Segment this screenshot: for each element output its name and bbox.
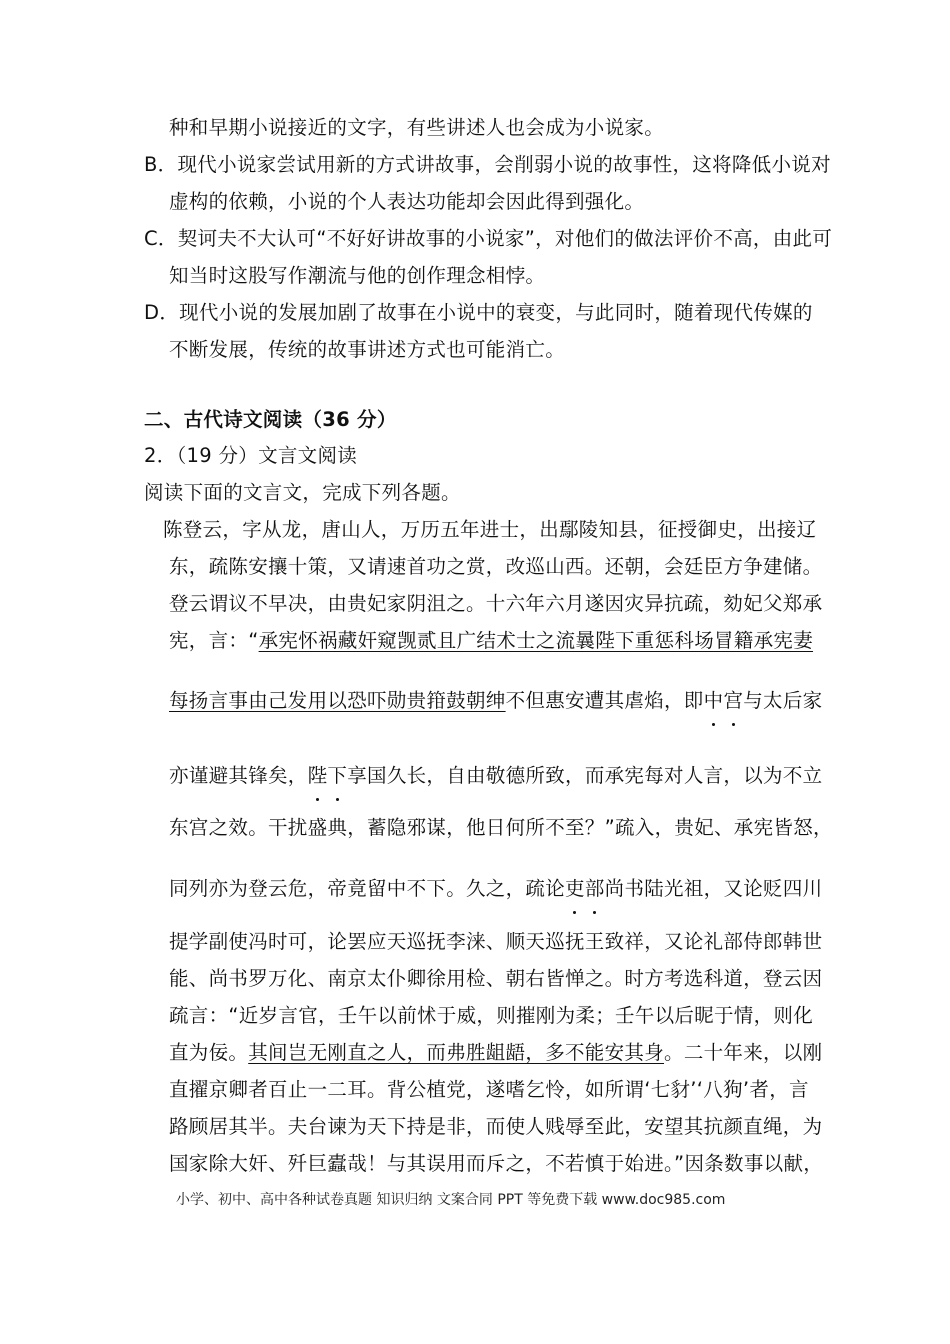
option-a-continuation [169, 115, 664, 141]
passage-line-2: 东，疏陈安攘十策，又请速首功之赏，改巡山西。还朝，会廷臣方争建储。 [169, 555, 823, 578]
passage-line-8-text-b: 尚书陆光祖，又论贬四川 [604, 877, 823, 900]
option-b-line-1 [144, 152, 831, 178]
dotted-char-bu: 部 [584, 877, 605, 900]
underlined-sentence-part-2: 每扬言事由己发用以恐吓勋贵箝鼓朝绅 [169, 689, 506, 712]
option-b-letter: B． [144, 153, 178, 176]
passage-line-10: 能、尚书罗万化、南京太仆卿徐用检、朝右皆惮之。时方考选科道，登云因 [169, 967, 823, 990]
passage-line-8 [169, 876, 822, 902]
option-b-line-2 [169, 189, 644, 215]
option-c-line-2 [169, 263, 545, 289]
question-instruction: 阅读下面的文言文，完成下列各题。 [144, 481, 461, 504]
section-title: 二、古代诗文阅读（36 分） [144, 408, 397, 431]
passage-line-8-text-a: 同列亦为登云危，帝竟留中不下。久之，疏论 [169, 877, 566, 900]
option-d-line-1 [144, 300, 813, 326]
passage-line-11: 疏言：“近岁言官，壬午以前怵于威，则摧刚为柔；壬午以后昵于情，则化 [169, 1004, 814, 1027]
passage-line-13: 直擢京卿者百止一二耳。背公植党，遂嗜乞怜，如所谓‘七豺’‘八狗’者，言 [169, 1078, 809, 1101]
passage-line-12-text-b: 。二十年来，以刚 [664, 1041, 823, 1064]
option-d-text-2: 不断发展，传统的故事讲述方式也可能消亡。 [169, 338, 566, 361]
passage-line-5-text-b: 与太后家 [743, 689, 823, 712]
option-a-line-1: 种和早期小说接近的文字，有些讲述人也会成为小说家。 [169, 116, 665, 139]
option-d-letter: D． [144, 301, 180, 324]
option-d-text-1: 现代小说的发展加剧了故事在小说中的衰变，与此同时，随着现代传媒的 [179, 301, 813, 324]
passage-line-14: 路顾居其半。夫台谏为天下持是非，而使人贱辱至此，安望其抗颜直绳，为 [169, 1115, 823, 1138]
passage-line-4 [169, 628, 813, 654]
option-c-text-2: 知当时这股写作潮流与他的创作理念相悖。 [169, 264, 546, 287]
option-c-text-1: 契诃夫不大认可“不好好讲故事的小说家”，对他们的做法评价不高，由此可 [177, 227, 833, 250]
dotted-char-zhong: 中 [703, 689, 724, 712]
passage-line-1: 陈登云，字从龙，唐山人，万历五年进士，出鄢陵知县，征授御史，出接辽 [163, 518, 817, 541]
passage-line-7: 东宫之效。干扰盛典，蓄隐邪谋，他日何所不至？”疏入，贵妃、承宪皆怒， [169, 816, 833, 839]
passage-line-5 [169, 688, 822, 714]
passage-line-6-text-a: 亦谨避其锋矣， [169, 764, 308, 787]
passage-line-4-prefix: 宪，言：“ [169, 629, 259, 652]
question-label: 2．（19 分）文言文阅读 [144, 444, 358, 467]
dotted-char-bi: 陛 [307, 764, 328, 787]
option-c-line-1 [144, 226, 832, 252]
passage-line-12 [169, 1040, 822, 1066]
dotted-char-xia: 下 [327, 764, 348, 787]
passage-line-6-text-b: 享国久长，自由敬德所致，而承宪每对人言，以为不立 [347, 764, 823, 787]
passage-line-15: 国家除大奸、歼巨蠹哉！与其误用而斥之，不若慎于始进。”因条数事以献， [169, 1152, 824, 1175]
passage-line-3: 登云谓议不早决，由贵妃家阴沮之。十六年六月遂因灾异抗疏，劾妃父郑承 [169, 592, 823, 615]
underlined-sentence-part-1: 承宪怀祸藏奸窥觊贰且广结术士之流曩陛下重惩科场冒籍承宪妻 [258, 629, 814, 652]
page-footer: 小学、初中、高中各种试卷真题 知识归纳 文案合同 PPT 等免费下载 www.doc985.com [176, 1192, 726, 1208]
option-c-letter: C． [144, 227, 178, 250]
passage-line-9: 提学副使冯时可，论罢应天巡抚李涞、顺天巡抚王致祥，又论礼部侍郎韩世 [169, 930, 823, 953]
option-d-line-2 [169, 337, 565, 363]
dotted-char-li: 吏 [565, 877, 585, 900]
option-b-text-2: 虚构的依赖，小说的个人表达功能却会因此得到强化。 [169, 190, 645, 213]
option-b-text-1: 现代小说家尝试用新的方式讲故事，会削弱小说的故事性，这将降低小说对 [177, 153, 831, 176]
passage-line-12-text-a: 直为佞。 [169, 1041, 249, 1064]
passage-line-6 [169, 763, 822, 789]
dotted-char-gong: 宫 [723, 689, 744, 712]
passage-line-5-text-a: 不但惠安遭其虐焰，即 [505, 689, 704, 712]
underlined-sentence-2: 其间岂无刚直之人，而弗胜龃龉，多不能安其身 [248, 1041, 665, 1064]
